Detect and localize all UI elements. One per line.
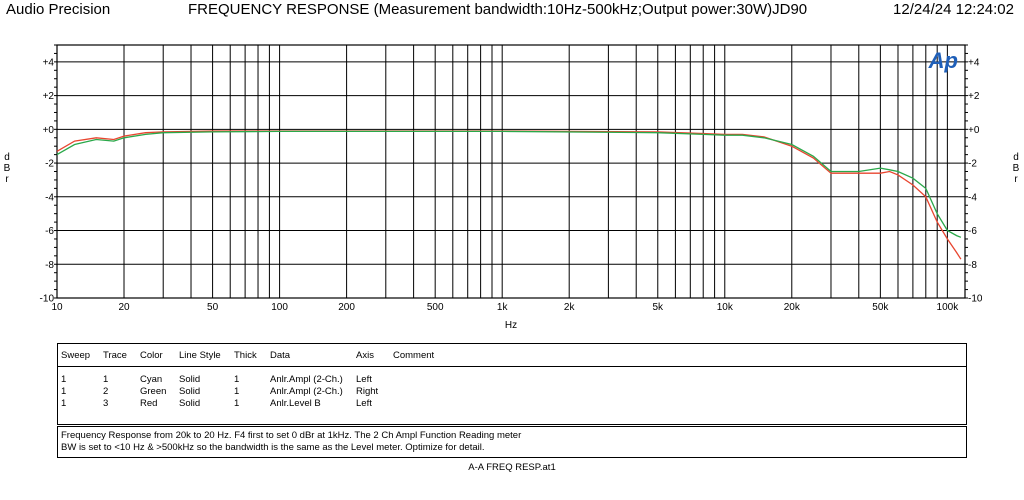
notes-box bbox=[57, 426, 967, 458]
table-cell: 1 bbox=[234, 398, 240, 409]
table-cell: 1 bbox=[234, 374, 240, 385]
table-cell: Left bbox=[356, 374, 372, 385]
y-tick-label-left: -10 bbox=[39, 293, 54, 305]
table-cell: Right bbox=[356, 386, 379, 397]
series-line-1 bbox=[57, 131, 961, 259]
y-tick-label-left: -6 bbox=[45, 226, 54, 238]
table-cell: Solid bbox=[179, 386, 201, 397]
x-tick-label: 10 bbox=[51, 302, 63, 313]
y-tick-label-left: -4 bbox=[45, 192, 54, 204]
note-line: BW is set to <10 Hz & >500kHz so the bandwidth is the same as the Level meter. Optimize for detail. bbox=[61, 442, 485, 453]
table-header-cell: Thick bbox=[234, 350, 257, 361]
table-cell: 1 bbox=[103, 374, 109, 385]
x-tick-label: 5k bbox=[652, 302, 664, 313]
y-axis-label-char: d bbox=[4, 152, 10, 163]
table-cell: 1 bbox=[234, 386, 240, 397]
x-tick-label: 200 bbox=[338, 302, 355, 313]
table-cell: 1 bbox=[61, 398, 67, 409]
table-cell: Left bbox=[356, 398, 372, 409]
y-axis-label-char: r bbox=[5, 174, 9, 185]
table-header-cell: Comment bbox=[393, 350, 435, 361]
timestamp: 12/24/24 12:24:02 bbox=[893, 1, 1014, 18]
x-tick-label: 100 bbox=[271, 302, 288, 313]
x-axis-label: Hz bbox=[504, 320, 518, 331]
table-cell: Anlr.Level B bbox=[270, 398, 321, 409]
y-tick-label-right: -4 bbox=[968, 192, 977, 204]
ap-logo-icon: Ap bbox=[928, 48, 958, 73]
table-cell: Cyan bbox=[140, 374, 163, 385]
table-separator bbox=[58, 366, 966, 367]
y-tick-label-right: -6 bbox=[968, 226, 977, 238]
table-header-cell: Data bbox=[270, 350, 291, 361]
table-cell: 1 bbox=[61, 374, 67, 385]
table-cell: Anlr.Ampl (2-Ch.) bbox=[270, 386, 343, 397]
table-cell: 3 bbox=[103, 398, 109, 409]
x-tick-label: 500 bbox=[426, 302, 444, 313]
y-tick-label-right: +4 bbox=[968, 57, 980, 69]
y-axis-label-char: B bbox=[3, 163, 11, 174]
table-cell: Red bbox=[140, 398, 158, 409]
file-name-footer: A-A FREQ RESP.at1 bbox=[468, 462, 556, 473]
y-axis-label-left bbox=[4, 152, 11, 185]
table-header-cell: Axis bbox=[356, 350, 374, 361]
x-tick-label: 50k bbox=[872, 302, 889, 313]
y-tick-label-right: +2 bbox=[968, 91, 980, 103]
x-tick-label: 20 bbox=[118, 302, 130, 313]
y-axis-label-char: B bbox=[1012, 163, 1020, 174]
table-cell: 2 bbox=[103, 386, 109, 397]
x-tick-label: 1k bbox=[496, 302, 508, 313]
x-tick-label: 50 bbox=[207, 302, 219, 313]
chart-title: FREQUENCY RESPONSE (Measurement bandwidth:10Hz-500kHz;Output power:30W)JD90 bbox=[188, 1, 808, 18]
x-tick-label: 10k bbox=[716, 302, 733, 313]
x-tick-label: 20k bbox=[783, 302, 800, 313]
y-tick-label-left: +0 bbox=[42, 124, 54, 136]
y-tick-label-left: -8 bbox=[45, 259, 54, 271]
table-cell: Green bbox=[140, 386, 167, 397]
table-header-cell: Sweep bbox=[61, 350, 91, 361]
table-cell: Solid bbox=[179, 374, 201, 385]
series-line-2 bbox=[57, 131, 961, 237]
y-axis-label-char: r bbox=[1014, 174, 1018, 185]
brand-label: Audio Precision bbox=[6, 1, 111, 18]
y-axis-label-right bbox=[1013, 152, 1020, 185]
table-cell: Solid bbox=[179, 398, 201, 409]
y-tick-label-left: +2 bbox=[42, 91, 54, 103]
y-tick-label-right: +0 bbox=[968, 124, 980, 136]
note-line: Frequency Response from 20k to 20 Hz. F4 first to set 0 dBr at 1kHz. The 2 Ch Ampl Function Reading meter bbox=[61, 430, 522, 441]
trace-table bbox=[57, 343, 967, 425]
y-axis-label-char: d bbox=[1013, 152, 1019, 163]
x-tick-label: 2k bbox=[563, 302, 575, 313]
y-tick-label-left: -2 bbox=[45, 158, 54, 170]
y-tick-label-right: -2 bbox=[968, 158, 977, 170]
y-tick-label-right: -10 bbox=[968, 293, 983, 305]
table-header-cell: Trace bbox=[103, 350, 127, 361]
table-cell: 1 bbox=[61, 386, 67, 397]
x-tick-label: 100k bbox=[936, 302, 959, 313]
y-tick-label-right: -8 bbox=[968, 259, 977, 271]
table-header-cell: Line Style bbox=[179, 350, 221, 361]
table-header-cell: Color bbox=[140, 350, 163, 361]
y-tick-label-left: +4 bbox=[42, 57, 54, 69]
table-cell: Anlr.Ampl (2-Ch.) bbox=[270, 374, 343, 385]
